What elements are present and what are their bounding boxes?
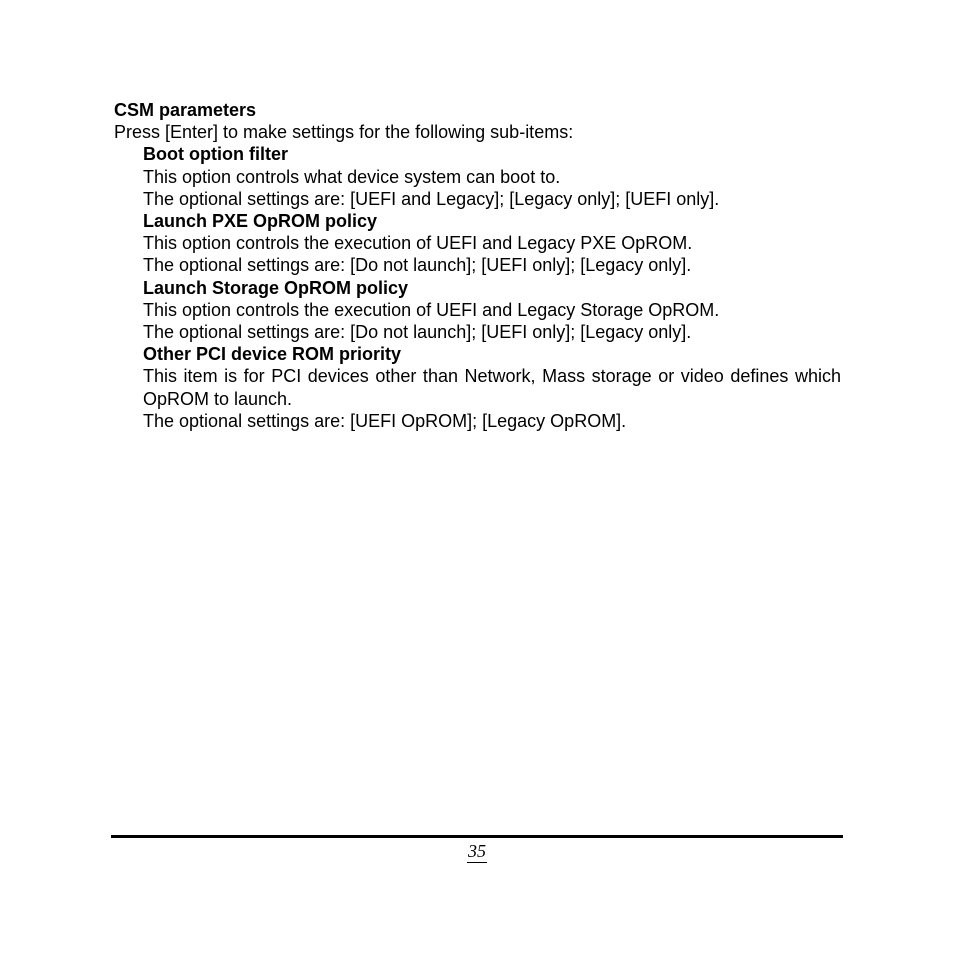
section-title: CSM parameters xyxy=(114,100,257,120)
page-number xyxy=(0,840,954,862)
document-body xyxy=(114,99,841,432)
item-settings: The optional settings are: [UEFI OpROM]; [Legacy OpROM]. xyxy=(143,410,627,431)
item-description: This option controls the execution of UEFI and Legacy PXE OpROM. xyxy=(143,233,693,254)
item-title: Launch Storage OpROM policy xyxy=(143,277,409,298)
item-title: Launch PXE OpROM policy xyxy=(143,211,378,232)
item-title: Boot option filter xyxy=(143,144,288,165)
item-title: Other PCI device ROM priority xyxy=(143,344,402,365)
item-settings: The optional settings are: [Do not launch]; [UEFI only]; [Legacy only]. xyxy=(143,322,692,343)
item-launch-pxe-oprom-policy xyxy=(143,210,841,277)
item-other-pci-device-rom-priority xyxy=(143,343,841,432)
item-settings: The optional settings are: [UEFI and Legacy]; [Legacy only]; [UEFI only]. xyxy=(143,188,720,209)
item-boot-option-filter xyxy=(143,143,841,210)
item-description: This item is for PCI devices other than Network, Mass storage or video defines which OpROM to launch. xyxy=(143,366,841,409)
item-description: This option controls the execution of UEFI and Legacy Storage OpROM. xyxy=(143,299,720,320)
footer-rule xyxy=(111,835,843,838)
item-launch-storage-oprom-policy xyxy=(143,277,841,344)
page-number-text: 35 xyxy=(468,841,486,861)
item-description: This option controls what device system can boot to. xyxy=(143,166,561,187)
item-settings: The optional settings are: [Do not launch]; [UEFI only]; [Legacy only]. xyxy=(143,255,692,276)
section-intro: Press [Enter] to make settings for the following sub-items: xyxy=(114,122,574,143)
